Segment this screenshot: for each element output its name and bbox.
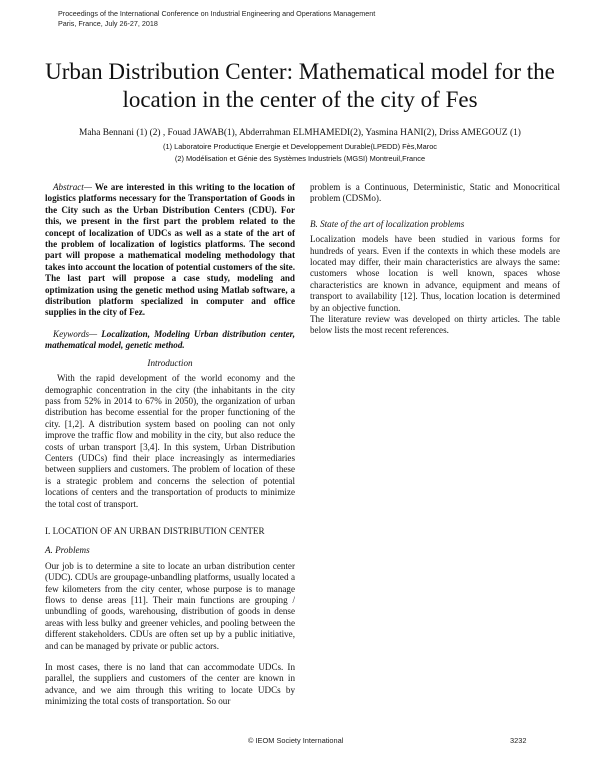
affiliation-2: (2) Modélisation et Génie des Systèmes Industriels (MGSI) Montreuil,France (174, 154, 426, 163)
affiliation-1: (1) Laboratoire Productique Energie et Developpement Durable(LPEDD) Fès,Maroc (163, 142, 437, 151)
intro-paragraph: With the rapid development of the world economy and the demographic concentration in the city (the inhabitants in the city pass from 52% in 2014 to 67% in 2050), the organization of urban distribution has become essential for the proper functioning of the city. [1,2]. A distribution system based on pooling can not only improve the traffic flow and mobility in the city, but also reduce the costs of urban transport [3,4]. In this system, Urban Distribution Centers (UDCs) find their place increasingly as intermediaries between suppliers and customers. The problem of location of these is a strategic problem and concerns the selection of potential locations of centers and the transportation of products to minimize the total cost of transport. (45, 373, 295, 509)
keywords-lead: Keywords— (53, 328, 98, 339)
state-of-art-paragraph-1: Localization models have been studied in various forms for hundreds of years. Even if the contexts in which these models are located may differ, their main characteristics are always the same: customers whose location is well known, spaces whose characteristics are known in advance, equipment and means of transport to availability [12]. Thus, location location is determined by an objective function. (310, 234, 560, 313)
author-list: Maha Bennani (1) (2) , Fouad JAWAB(1), Abderrahman ELMHAMEDI(2), Yasmina HANI(2), Driss AMEGOUZ (1) (79, 128, 521, 138)
page-number: 3232 (510, 736, 527, 745)
keywords-text: Localization, Modeling Urban distribution center, mathematical model, genetic method. (45, 328, 295, 351)
abstract-lead: Abstract— (53, 182, 92, 192)
abstract-text: We are interested in this writing to the location of logistics platforms necessary for the Transportation of Goods in the City such as the Urban Distribution Centers (CDU). For this, we present in the first part the problem related to the concept of localization of UDCs as well as a state of the art of the problem of localization of logistics platforms. The second part will propose a mathematical modeling methodology that takes into account the location of potential customers of the site. The last part will propose a case study, modeling and optimization using the genetic method using Matlab software, a distribution platform specialized in computer and office supplies in the city of Fez. (45, 182, 295, 318)
header-line-2: Paris, France, July 26-27, 2018 (58, 19, 158, 28)
problems-paragraph-1: Our job is to determine a site to locate an urban distribution center (UDC). CDUs are groupage-unbandling platforms, usually located a few kilometers from the city center, whose purpose is to manage flows to dense areas [11]. Their main functions are grouping / unbundling of goods, warehousing, distribution of goods in dense areas with less bulky and greener vehicles, and pooling between the different stakeholders. CDUs are often set up by a public initiative, and can be managed by private or public actors. (45, 560, 295, 651)
conference-header (58, 9, 375, 29)
paper-title: Urban Distribution Center: Mathematical model for the location in the center of the city of Fes (45, 59, 555, 112)
problems-continuation: problem is a Continuous, Deterministic, Static and Monocritical problem (CDSMo). (310, 182, 560, 204)
copyright-footer: © IEOM Society International (248, 736, 344, 745)
subsection-b-heading: B. State of the art of localization problems (310, 218, 465, 229)
intro-heading: Introduction (147, 357, 193, 368)
abstract (45, 182, 295, 319)
left-column (45, 182, 295, 708)
problems-paragraph-2: In most cases, there is no land that can accommodate UDCs. In parallel, the suppliers and customers of the center are known in advance, and we aim through this writing to locate UDCs by minimizing the total costs of transportation. So our (45, 662, 295, 707)
keywords (45, 329, 295, 352)
state-of-art-paragraph-2: The literature review was developed on thirty articles. The table below lists the most recent references. (310, 314, 560, 336)
subsection-a-heading: A. Problems (45, 545, 90, 556)
header-line-1: Proceedings of the International Conference on Industrial Engineering and Operations Management (58, 9, 376, 18)
right-column (310, 182, 560, 337)
section-1-heading: I. LOCATION OF AN URBAN DISTRIBUTION CENTER (45, 525, 265, 536)
